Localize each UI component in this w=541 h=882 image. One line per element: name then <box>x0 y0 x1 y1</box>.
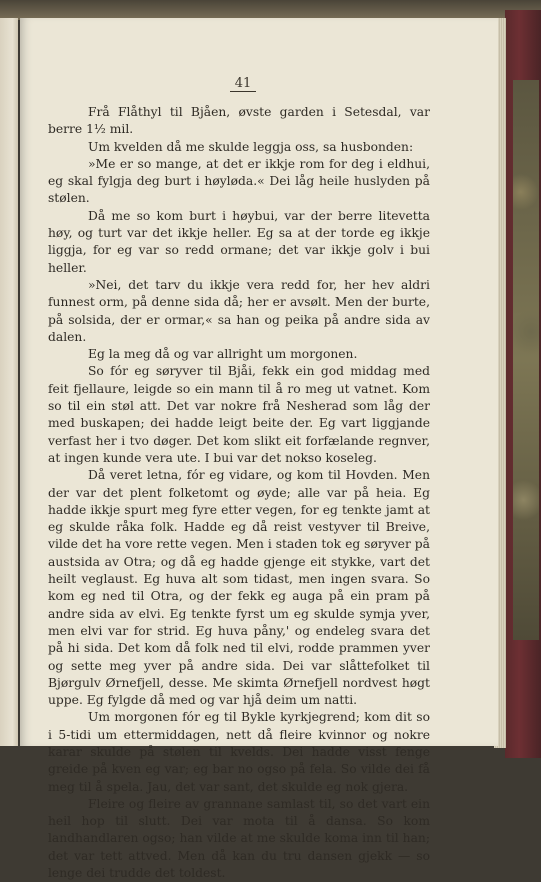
marbled-endpaper <box>513 80 539 640</box>
book-top-edge <box>0 0 541 20</box>
paragraph: Fleire og fleire av grannane samlast til, so det vart ein heil hop til slutt. Dei var mota til å dansa. So kom landhandlaren ogso; han vilde at me skulde koma inn til han; det var tett attved. Men då kan du tru dansen gjekk — so lenge dei trudde det toldest. <box>48 796 430 881</box>
paragraph: Frå Flåthyl til Bjåen, øvste garden i Setesdal, var berre 1½ mil. <box>48 105 430 137</box>
paragraph: »Nei, det tarv du ikkje vera redd for, her hev aldri funnest orm, på denne sida då; her er avsølt. Men der burte, på solsida, der er ormar,« sa han og peika på andre sida av dalen. <box>48 277 430 344</box>
paragraph: Då veret letna, fór eg vidare, og kom til Hovden. Men der var det plent folketomt og øyde; alle var på heia. Eg hadde ikkje spurt meg fyre etter vegen, for eg tenkte jamt at eg skulde råka folk. Hadde eg då reist vestyver til Breive, vilde det ha vore rette vegen. Men i staden tok eg søryver på austsida av Otra; og då eg hadde gjenge eit stykke, vart det heilt veglaust. Eg huva alt som tidast, men ingen svara. So kom eg ned til Otra, og der fekk eg auga på ein pram på andre sida av elvi. Eg tenkte fyrst um eg skulde symja yver, men elvi var for strid. Eg huva påny,' og endeleg svara det på hi sida. Det kom då folk ned til elvi, rodde prammen yver og sette meg yver på andre sida. Dei var slåttefolket til Bjørgulv Ørnefjell, desse. Me skimta Ørnefjell nordvest høgt uppe. Eg fylgde då med og var hjå deim um natti. <box>48 468 430 708</box>
body-text <box>48 104 430 882</box>
paragraph: Eg la meg då og var allright um morgonen. <box>88 347 358 362</box>
facing-page-edge <box>0 18 18 746</box>
paragraph: Um morgonen fór eg til Bykle kyrkjegrend; kom dit so i 5-tidi um ettermiddagen, nett då fleire kvinnor og nokre karar skulde på stølen til kvelds. Dei hadde visst fenge greide på kven eg var; eg bar no ogso på fela. So vilde dei få meg til å spela. Jau, det var sant, det skulde eg nok gjera. <box>48 710 430 794</box>
paragraph: »Me er so mange, at det er ikkje rom for deg i eldhui, eg skal fylgja deg burt i høyløda.« Dei låg heile huslyden på stølen. <box>48 156 430 206</box>
paragraph: Um kvelden då me skulde leggja oss, sa husbonden: <box>88 139 414 154</box>
paragraph: So fór eg søryver til Bjåi, fekk ein god middag med feit fjellaure, leigde so ein mann til å ro meg ut vatnet. Kom so til ein støl att. Det var nokre frå Nesherad som låg der med buskapen; dei hadde leigt beite der. Eg vart liggjande verfast her i tvo døger. Det kom slikt eit forfælande regnver, at ingen kunde vera ute. I bui var det nokso koseleg. <box>48 364 430 465</box>
paragraph: Då me so kom burt i høybui, var der berre litevetta høy, og turt var det ikkje heller. Eg sa at der torde eg ikkje liggja, for eg var so redd ormane; det var ikkje golv i bui heller. <box>48 208 430 275</box>
page-number: 41 <box>230 76 256 92</box>
book-cover <box>505 10 541 758</box>
